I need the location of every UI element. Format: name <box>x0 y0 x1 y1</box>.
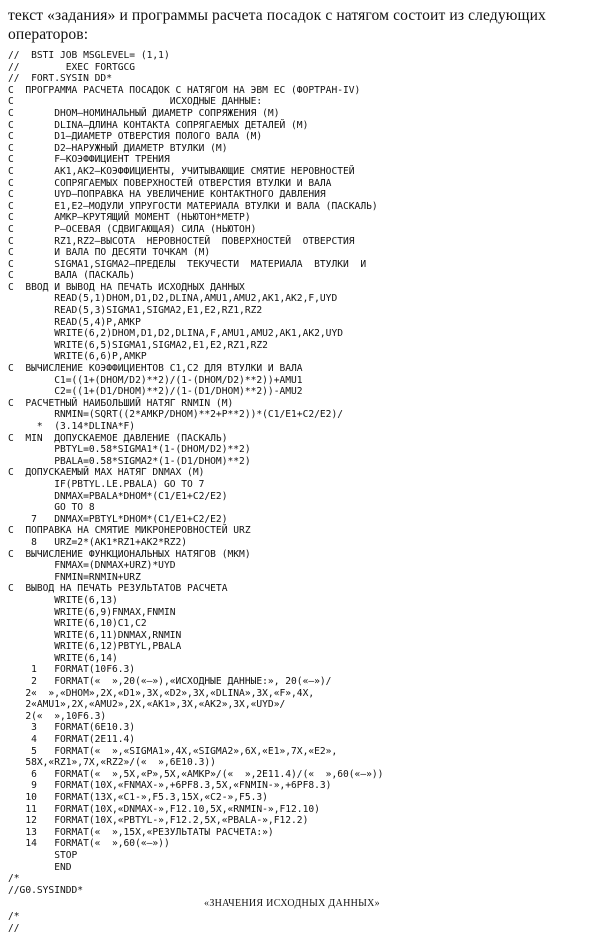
code-line: 4 FORMAT(2E11.4) <box>8 734 136 746</box>
code-line: 10 FORMAT(13X,«C1-»,F5.3,15X,«C2-»,F5.3) <box>8 792 268 803</box>
code-line: PBTYL=0.58*SIGMA1*(1-(DHOM/D2)**2) <box>8 444 251 456</box>
code-line: C UYD—ПОПРАВКА НА УВЕЛИЧЕНИЕ КОНТАКТНОГО ДАВЛЕНИЯ <box>8 189 326 201</box>
code-line: C F—КОЭФФИЦИЕНТ ТРЕНИЯ <box>8 154 170 166</box>
code-line: C ВЫВОД НА ПЕЧАТЬ РЕЗУЛЬТАТОВ РАСЧЕТА <box>8 583 228 595</box>
code-line: WRITE(6,10)C1,C2 <box>8 618 147 630</box>
code-line: 7 DNMAX=PBTYL*DHOM*(C1/E1+C2/E2) <box>8 513 228 525</box>
fortran-program-listing <box>8 85 576 873</box>
code-line: C ВЫЧИСЛЕНИЕ КОЭФФИЦИЕНТОВ C1,C2 ДЛЯ ВТУЛКИ И ВАЛА <box>8 363 303 375</box>
code-line: RNMIN=(SQRT((2*AMKP/DHOM)**2+P**2))*(C1/E1+C2/E2)/ <box>8 409 344 421</box>
code-line: C ПОПРАВКА НА СМЯТИЕ МИКРОНЕРОВНОСТЕЙ URZ <box>8 525 251 537</box>
code-line: // EXEC FORTGCG <box>8 61 136 73</box>
code-line: C РАСЧЕТНЫЙ НАИБОЛЬШИЙ НАТЯГ RNMIN (M) <box>8 397 234 409</box>
code-line: 2 FORMAT(« »,20(«—»),«ИСХОДНЫЕ ДАННЫЕ:», 20(«—»)/ <box>8 676 332 688</box>
code-line: 2«AMU1»,2X,«AMU2»,2X,«AK1»,3X,«AK2»,3X,«UYD»/ <box>8 699 286 711</box>
code-line: 12 FORMAT(10X,«PBTYL-»,F12.2,5X,«PBALA-»,F12.2) <box>8 815 309 827</box>
code-line: C ВВОД И ВЫВОД НА ПЕЧАТЬ ИСХОДНЫХ ДАННЫХ <box>8 281 245 293</box>
code-line: 3 FORMAT(6E10.3) <box>8 722 136 734</box>
code-line: C СОПРЯГАЕМЫХ ПОВЕРХНОСТЕЙ ОТВЕРСТИЯ ВТУЛКИ И ВАЛА <box>8 177 332 189</box>
code-line: C RZ1,RZ2—ВЫСОТА НЕРОВНОСТЕЙ ПОВЕРХНОСТЕЙ ОТВЕРСТИЯ <box>8 235 355 247</box>
code-line: WRITE(6,12)PBTYL,PBALA <box>8 641 182 653</box>
code-line: READ(5,3)SIGMA1,SIGMA2,E1,E2,RZ1,RZ2 <box>8 305 263 317</box>
code-line: * (3.14*DLINA*F) <box>8 421 136 432</box>
code-line: C DHOM—НОМИНАЛЬНЫЙ ДИАМЕТР СОПРЯЖЕНИЯ (М) <box>8 107 280 119</box>
code-line: GO TO 8 <box>8 502 95 514</box>
code-line: 13 FORMAT(« »,15X,«РЕЗУЛЬТАТЫ РАСЧЕТА:») <box>8 826 274 838</box>
code-line: C ВЫЧИСЛЕНИЕ ФУНКЦИОНАЛЬНЫХ НАТЯГОВ (МКМ) <box>8 548 251 560</box>
code-line: C MIN ДОПУСКАЕМОЕ ДАВЛЕНИЕ (ПАСКАЛЬ) <box>8 432 228 444</box>
jcl-end-block <box>8 911 576 934</box>
code-line: C И ВАЛА ПО ДЕСЯТИ ТОЧКАМ (М) <box>8 247 211 259</box>
code-line: C ДОПУСКАЕМЫЙ MAX НАТЯГ DNMAX (M) <box>8 467 205 479</box>
code-line: C1=((1+(DHOM/D2)**2)/(1-(DHOM/D2)**2))+AMU1 <box>8 374 303 386</box>
code-line: C AK1,AK2—КОЭФФИЦИЕНТЫ, УЧИТЫВАЮЩИЕ СМЯТИЕ НЕРОВНОСТЕЙ <box>8 165 355 177</box>
code-line: C ВАЛА (ПАСКАЛЬ) <box>8 270 136 282</box>
code-line: 8 URZ=2*(AK1*RZ1+AK2*RZ2) <box>8 536 188 548</box>
code-line: C2=((1+(D1/DHOM)**2)/(1-(D1/DHOM)**2))-AMU2 <box>8 386 303 398</box>
code-line: 2(« »,10F6.3) <box>8 710 107 722</box>
intro-paragraph: текст «задания» и программы расчета посадок с натягом состоит из следующих операторов: <box>8 7 546 43</box>
code-line: 6 FORMAT(« »,5X,«P»,5X,«AMKP»/(« »,2E11.4)/(« »,60(«—»)) <box>8 768 384 780</box>
code-line: PBALA=0.58*SIGMA2*(1-(D1/DHOM)**2) <box>8 455 251 467</box>
code-line: C P—ОСЕВАЯ (СДВИГАЮЩАЯ) СИЛА (НЬЮТОН) <box>8 223 257 235</box>
code-line: C SIGMA1,SIGMA2—ПРЕДЕЛЫ ТЕКУЧЕСТИ МАТЕРИАЛА ВТУЛКИ И <box>8 258 367 270</box>
code-line: //G0.SYSINDD* <box>8 884 84 896</box>
code-line: WRITE(6,5)SIGMA1,SIGMA2,E1,E2,RZ1,RZ2 <box>8 339 268 351</box>
code-line: // BSTI JOB MSGLEVEL= (1,1) <box>8 50 170 61</box>
code-line: WRITE(6,13) <box>8 594 118 606</box>
code-line: STOP <box>8 849 78 861</box>
code-line: FNMAX=(DNMAX+URZ)*UYD <box>8 560 176 572</box>
code-line: READ(5,4)P,AMKP <box>8 316 141 328</box>
jcl-header-block <box>8 50 576 85</box>
code-line: WRITE(6,2)DHOM,D1,D2,DLINA,F,AMU1,AMU2,AK1,AK2,UYD <box>8 328 344 340</box>
code-line: 11 FORMAT(10X,«DNMAX-»,F12.10,5X,«RNMIN-»,F12.10) <box>8 803 320 815</box>
code-line: // <box>8 922 20 934</box>
code-line: C DLINA—ДЛИНА КОНТАКТА СОПРЯГАЕМЫХ ДЕТАЛЕЙ (М) <box>8 119 309 131</box>
code-line: 1 FORMAT(10F6.3) <box>8 664 136 676</box>
code-line: WRITE(6,11)DNMAX,RNMIN <box>8 629 182 641</box>
code-line: /* <box>8 873 20 885</box>
code-line: WRITE(6,9)FNMAX,FNMIN <box>8 606 176 618</box>
code-line: IF(PBTYL.LE.PBALA) GO TO 7 <box>8 478 205 490</box>
code-line: C E1,E2—МОДУЛИ УПРУГОСТИ МАТЕРИАЛА ВТУЛКИ И ВАЛА (ПАСКАЛЬ) <box>8 200 378 212</box>
code-line: C D2—НАРУЖНЫЙ ДИАМЕТР ВТУЛКИ (М) <box>8 142 228 154</box>
code-line: C ПРОГРАММА РАСЧЕТА ПОСАДОК С НАТЯГОМ НА ЭВМ ЕС (ФОРТРАН-IV) <box>8 84 361 96</box>
code-line: 9 FORMAT(10X,«FNMAX-»,+6PF8.3,5X,«FNMIN-»,+6PF8.3) <box>8 780 332 792</box>
code-line: // FORT.SYSIN DD* <box>8 73 112 85</box>
code-line: C ИСХОДНЫЕ ДАННЫЕ: <box>8 96 263 108</box>
code-line: C AMKP—КРУТЯЩИЙ МОМЕНТ (НЬЮТОН*МЕТР) <box>8 212 251 224</box>
input-data-caption: «ЗНАЧЕНИЯ ИСХОДНЫХ ДАННЫХ» <box>204 898 380 910</box>
code-line: /* <box>8 911 20 923</box>
code-line: DNMAX=PBALA*DHOM*(C1/E1+C2/E2) <box>8 490 228 502</box>
code-line: 5 FORMAT(« »,«SIGMA1»,4X,«SIGMA2»,6X,«E1»,7X,«E2», <box>8 745 338 757</box>
code-line: 2« »,«DHOM»,2X,«D1»,3X,«D2»,3X,«DLINA»,3X,«F»,4X, <box>8 687 315 699</box>
code-line: 14 FORMAT(« »,60(«—»)) <box>8 838 170 850</box>
code-line: WRITE(6,14) <box>8 652 118 664</box>
code-line: END <box>8 861 72 873</box>
code-line: C D1—ДИАМЕТР ОТВЕРСТИЯ ПОЛОГО ВАЛА (М) <box>8 131 263 143</box>
code-line: READ(5,1)DHOM,D1,D2,DLINA,AMU1,AMU2,AK1,AK2,F,UYD <box>8 293 338 305</box>
code-line: FNMIN=RNMIN+URZ <box>8 571 141 583</box>
code-line: WRITE(6,6)P,AMKP <box>8 351 147 363</box>
jcl-data-block <box>8 873 576 896</box>
code-line: 58X,«RZ1»,7X,«RZ2»/(« »,6E10.3)) <box>8 757 216 769</box>
